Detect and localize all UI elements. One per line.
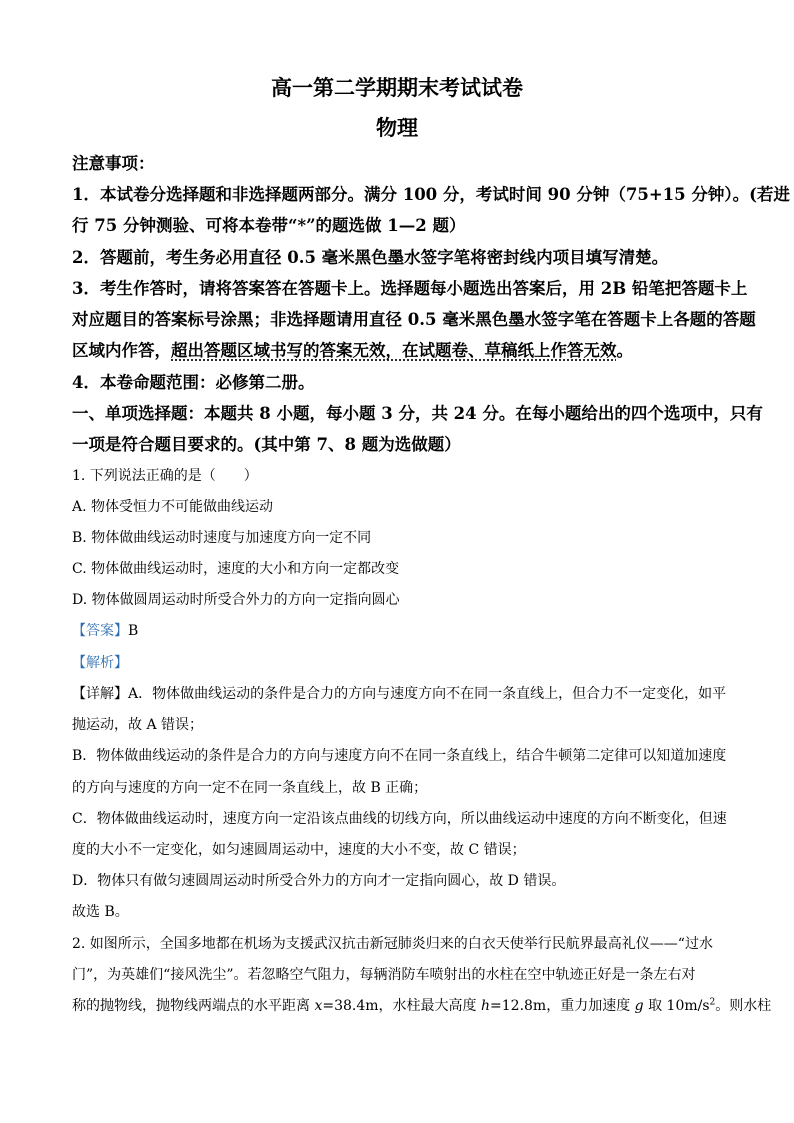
notice-item-3-line-2: 对应题目的答案标号涂黑；非选择题请用直径 0.5 毫米黑色墨水签字笔在答题卡上各题的答题 xyxy=(72,310,756,329)
notice-item-3-emphasis: 超出答题区域书写的答案无效，在试题卷、草稿纸上作答无效 xyxy=(171,341,617,360)
detail-tag: 【详解】 xyxy=(72,686,128,702)
notice-item-1-line-1: 1．本试卷分选择题和非选择题两部分。满分 100 分，考试时间 90 分钟（75+15 分钟）。(若进 xyxy=(72,185,790,204)
detail-c-line-2: 度的大小不一定变化，如匀速圆周运动中，速度的大小不变，故 C 错误； xyxy=(72,842,526,858)
answer-value: B xyxy=(128,623,139,639)
var-g: g xyxy=(634,998,644,1014)
question-1-option-a: A. 物体受恒力不可能做曲线运动 xyxy=(72,499,274,515)
notice-item-3-line-1: 3．考生作答时，请将答案答在答题卡上。选择题每小题选出答案后，用 2B 铅笔把答题卡上 xyxy=(72,279,748,298)
q2-text-e: 。则水柱 xyxy=(715,998,772,1014)
detail-b-line-1: B．物体做曲线运动的条件是合力的方向与速度方向不在同一条直线上，结合牛顿第二定律可以知道加速度 xyxy=(72,748,727,764)
answer-tag: 【答案】 xyxy=(72,623,128,639)
q2-text-d: 取 10m/s xyxy=(643,998,710,1014)
question-1-option-c: C. 物体做曲线运动时，速度的大小和方向一定都改变 xyxy=(72,561,400,577)
question-1-answer xyxy=(72,620,722,640)
analysis-tag: 【解析】 xyxy=(72,655,128,671)
notice-heading: 注意事项： xyxy=(72,154,155,173)
detail-d: D．物体只有做匀速圆周运动时所受合外力的方向才一定指向圆心，故 D 错误。 xyxy=(72,873,566,889)
q2-text-b: =38.4m，水柱最大高度 xyxy=(322,998,481,1014)
q2-text-a: 称的抛物线，抛物线两端点的水平距离 xyxy=(72,998,315,1014)
question-1-option-d: D. 物体做圆周运动时所受合外力的方向一定指向圆心 xyxy=(72,592,400,608)
question-2-line-3 xyxy=(72,995,772,1015)
var-x: x xyxy=(314,998,323,1014)
q2-text-c: =12.8m，重力加速度 xyxy=(490,998,635,1014)
unit-superscript: 2 xyxy=(709,997,716,1008)
detail-a-text: A．物体做曲线运动的条件是合力的方向与速度方向不在同一条直线上，但合力不一定变化，如平 xyxy=(128,686,727,702)
notice-item-1-line-2: 行 75 分钟测验、可将本卷带“*”的题选做 1—2 题） xyxy=(72,216,466,235)
notice-item-2: 2．答题前，考生务必用直径 0.5 毫米黑色墨水签字笔将密封线内项目填写清楚。 xyxy=(72,248,669,267)
detail-a-line-2: 抛运动，故 A 错误； xyxy=(72,717,204,733)
question-1-stem: 1. 下列说法正确的是（ ） xyxy=(72,468,258,484)
exam-title: 高一第二学期期末考试试卷 xyxy=(271,75,523,100)
notice-item-3-line-3 xyxy=(72,337,722,361)
detail-c-line-1: C．物体做曲线运动时，速度方向一定沿该点曲线的切线方向，所以曲线运动中速度的方向不断变化，但速 xyxy=(72,811,727,827)
section-1-heading-line-1: 一、单项选择题：本题共 8 小题，每小题 3 分，共 24 分。在每小题给出的四个选项中，只有 xyxy=(72,404,763,423)
section-1-heading-line-2: 一项是符合题目要求的。(其中第 7、8 题为选做题） xyxy=(72,435,461,454)
notice-item-3-end: 。 xyxy=(616,341,633,360)
question-2-line-1: 2. 如图所示，全国多地都在机场为支援武汉抗击新冠肺炎归来的白衣天使举行民航界最高礼仪——“过水 xyxy=(72,936,713,952)
question-1-option-b: B. 物体做曲线运动时速度与加速度方向一定不同 xyxy=(72,530,372,546)
question-1-conclusion: 故选 B。 xyxy=(72,904,129,920)
subject-title: 物理 xyxy=(376,115,418,140)
notice-item-4: 4．本卷命题范围：必修第二册。 xyxy=(72,373,315,392)
detail-a-line-1 xyxy=(72,683,727,703)
var-h: h xyxy=(481,998,491,1014)
notice-item-3-text: 区域内作答， xyxy=(72,341,171,360)
question-2-line-2: 门”，为英雄们“接风洗尘”。若忽略空气阻力，每辆消防车喷射出的水柱在空中轨迹正好是一条左右对 xyxy=(72,967,696,983)
detail-b-line-2: 的方向与速度的方向一定不在同一条直线上，故 B 正确； xyxy=(72,780,428,796)
